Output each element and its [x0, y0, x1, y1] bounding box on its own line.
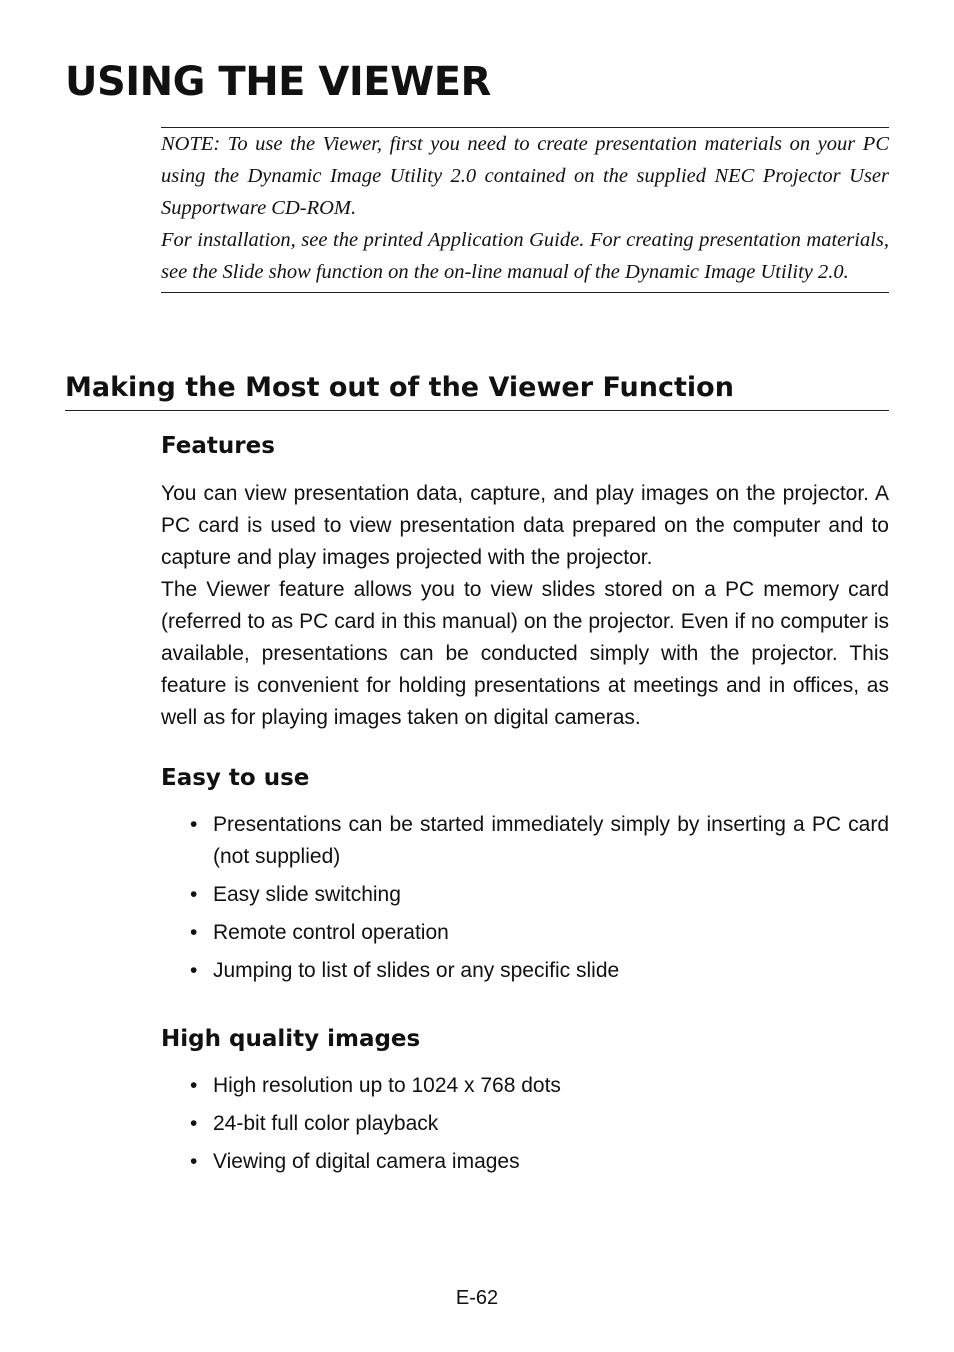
page-number: E-62 [455, 1287, 499, 1309]
list-item-text: Remote control operation [213, 921, 449, 944]
bullet-icon: • [190, 883, 198, 906]
features-heading: Features [161, 433, 275, 459]
list-item-text: 24-bit full color playback [213, 1112, 439, 1135]
list-item [190, 917, 889, 949]
easy-to-use-heading: Easy to use [161, 765, 310, 791]
list-item [190, 1070, 889, 1102]
list-item-text: High resolution up to 1024 x 768 dots [213, 1074, 561, 1097]
list-item-text: Easy slide switching [213, 883, 401, 906]
high-quality-list [190, 1070, 889, 1184]
list-item-text: Jumping to list of slides or any specific slide [213, 959, 620, 982]
note-paragraph: NOTE: To use the Viewer, first you need to create presentation materials on your PC using the Dynamic Image Utility 2.0 contained on the supplied NEC Projector User Supportware CD-ROM. [161, 133, 889, 219]
features-body [161, 478, 889, 734]
list-item [190, 879, 889, 911]
body-paragraph: You can view presentation data, capture, and play images on the projector. A PC card is used to view presentation data prepared on the computer and to capture and play images projected with the projector. [161, 482, 889, 569]
body-paragraph: The Viewer feature allows you to view slides stored on a PC memory card (referred to as PC card in this manual) on the projector. Even if no computer is available, presentations can be conducted simply with the projector. This feature is convenient for holding presentations at meetings and in offices, as well as for playing images taken on digital cameras. [161, 578, 889, 729]
list-item [190, 1146, 889, 1178]
easy-to-use-list [190, 809, 889, 993]
bullet-icon: • [190, 959, 198, 982]
section-heading: Making the Most out of the Viewer Function [65, 370, 889, 411]
high-quality-heading: High quality images [161, 1026, 421, 1052]
list-item [190, 809, 889, 873]
list-item [190, 955, 889, 987]
bullet-icon: • [190, 921, 198, 944]
bullet-icon: • [190, 1150, 198, 1173]
bullet-icon: • [190, 1074, 198, 1097]
list-item-text: Presentations can be started immediately simply by inserting a PC card (not supplied) [213, 813, 889, 868]
list-item-text: Viewing of digital camera images [213, 1150, 520, 1173]
note-paragraph: For installation, see the printed Application Guide. For creating presentation materials, see the Slide show function on the on-line manual of the Dynamic Image Utility 2.0. [161, 229, 889, 283]
page-title: USING THE VIEWER [65, 59, 491, 105]
bullet-icon: • [190, 813, 198, 836]
note-box [161, 127, 889, 293]
bullet-icon: • [190, 1112, 198, 1135]
list-item [190, 1108, 889, 1140]
